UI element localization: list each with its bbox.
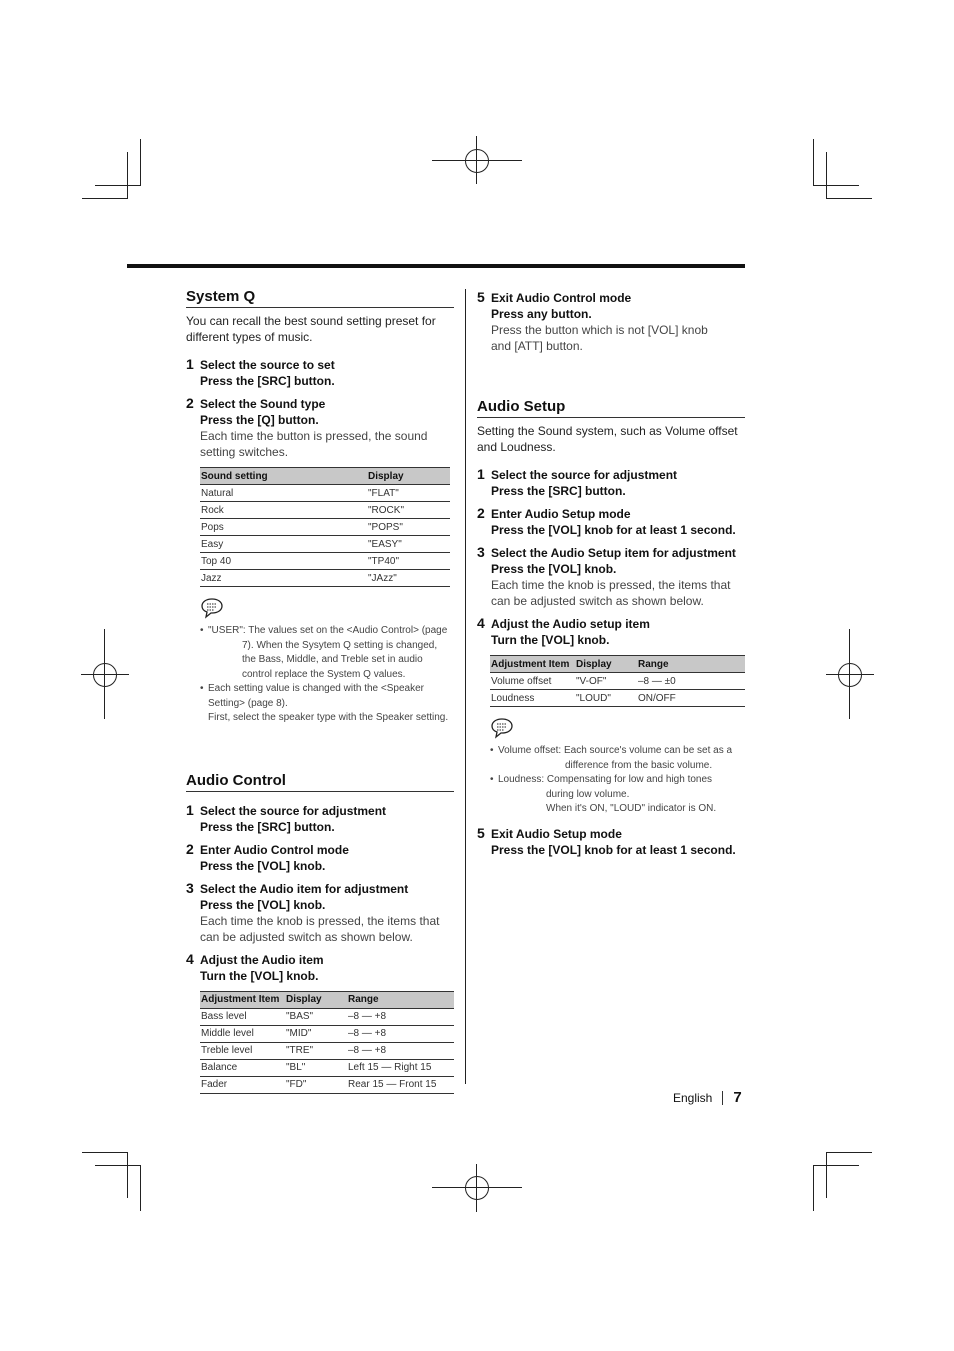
table-header: Sound setting: [200, 468, 367, 485]
table-row: Jazz "JAzz": [200, 570, 450, 587]
audio-setup-step-1: 1 Select the source for adjustment Press the [SRC] button.: [477, 467, 745, 499]
audio-control-step-2: 2 Enter Audio Control mode Press the [VOL] knob.: [186, 842, 454, 874]
audio-setup-notes: [490, 744, 745, 817]
step-description: Each time the knob is pressed, the items that can be adjusted switch as shown below.: [491, 578, 731, 608]
audio-control-step-5: 5 Exit Audio Control mode Press any button. Press the button which is not [VOL] knob and [ATT] button.: [477, 290, 745, 354]
step-title: Select the Audio item for adjustment: [200, 881, 409, 896]
system-q-step-1: 1 Select the source to set Press the [SRC] button.: [186, 357, 454, 389]
step-title: Adjust the Audio item: [200, 952, 324, 967]
table-header: Display: [285, 991, 347, 1008]
audio-control-step-4: 4 Adjust the Audio item Turn the [VOL] knob.: [186, 952, 454, 984]
section-title-system-q: System Q: [186, 288, 454, 308]
audio-setup-intro: Setting the Sound system, such as Volume offset and Loudness.: [477, 424, 738, 454]
page-footer: [673, 1089, 742, 1106]
table-row: Fader "FD" Rear 15 — Front 15: [200, 1076, 454, 1093]
audio-control-step-1: 1 Select the source for adjustment Press the [SRC] button.: [186, 803, 454, 835]
table-row: Loudness "LOUD" ON/OFF: [490, 690, 745, 707]
step-title: Select the source for adjustment: [200, 803, 387, 818]
step-action: Press the [SRC] button.: [491, 484, 626, 498]
step-title: Enter Audio Setup mode: [491, 507, 631, 521]
table-row: Rock "ROCK": [200, 502, 450, 519]
system-q-intro: You can recall the best sound setting preset for different types of music.: [186, 314, 436, 344]
table-header: Display: [367, 468, 450, 485]
step-description: Each time the knob is pressed, the items that can be adjusted switch as shown below.: [200, 913, 440, 944]
note-item: • Each setting value is changed with the <Speaker Setting> (page 8). First, select the speaker type with the Speaker setting.: [200, 683, 449, 723]
table-row: Bass level "BAS" –8 — +8: [200, 1008, 454, 1025]
step-title: Enter Audio Control mode: [200, 842, 349, 857]
table-row: Balance "BL" Left 15 — Right 15: [200, 1059, 454, 1076]
audio-setup-step-5: 5 Exit Audio Setup mode Press the [VOL] knob for at least 1 second.: [477, 826, 745, 858]
step-action: Press the [SRC] button.: [200, 819, 335, 834]
audio-setup-table: [490, 655, 745, 707]
step-action: Press the [VOL] knob for at least 1 second.: [491, 842, 736, 857]
table-row: Natural "FLAT": [200, 485, 450, 502]
table-row: Treble level "TRE" –8 — +8: [200, 1042, 454, 1059]
step-title: Select the Sound type: [200, 397, 326, 411]
section-title-audio-control: Audio Control: [186, 772, 454, 792]
sound-setting-table: [200, 467, 450, 587]
step-title: Adjust the Audio setup item: [491, 617, 650, 631]
audio-setup-step-3: 3 Select the Audio Setup item for adjustment Press the [VOL] knob. Each time the knob is pressed, the items that can be adjusted switch as shown below.: [477, 545, 745, 609]
step-title: Select the source to set: [200, 358, 335, 372]
step-action: Press the [SRC] button.: [200, 374, 335, 388]
step-title: Select the source for adjustment: [491, 468, 678, 482]
table-header: Adjustment Item: [490, 656, 575, 673]
step-action: Press the [VOL] knob.: [200, 858, 326, 873]
note-item: • "USER": The values set on the <Audio Control> (page 7). When the Sysytem Q setting is changed, the Bass, Middle, and Treble set in audio control replace the System Q values.: [200, 625, 448, 680]
step-action: Turn the [VOL] knob.: [200, 968, 319, 983]
audio-control-table: [200, 991, 454, 1094]
table-row: Easy "EASY": [200, 536, 450, 553]
column-divider: [465, 289, 466, 1084]
footer-separator: [722, 1091, 723, 1105]
note-item: • Volume offset: Each source's volume can be set as a difference from the basic volume.: [490, 745, 733, 771]
right-column: [477, 290, 745, 858]
left-column: [186, 288, 454, 1094]
step-action: Turn the [VOL] knob.: [491, 633, 610, 647]
step-description: Each time the button is pressed, the sound setting switches.: [200, 429, 428, 459]
table-row: Volume offset "V-OF" –8 — ±0: [490, 673, 745, 690]
step-title: Exit Audio Setup mode: [491, 826, 622, 841]
table-header: Display: [575, 656, 637, 673]
footer-language: English: [673, 1090, 713, 1105]
system-q-notes: [200, 624, 456, 726]
step-action: Press any button.: [491, 307, 592, 321]
step-action: Press the [VOL] knob.: [200, 897, 326, 912]
step-title: Select the Audio Setup item for adjustment: [491, 546, 736, 560]
header-rule: [127, 264, 745, 268]
table-header: Adjustment Item: [200, 991, 285, 1008]
audio-setup-step-4: 4 Adjust the Audio setup item Turn the [VOL] knob.: [477, 616, 745, 648]
page-number: 7: [733, 1089, 742, 1106]
section-title-audio-setup: Audio Setup: [477, 398, 745, 418]
table-row: Middle level "MID" –8 — +8: [200, 1025, 454, 1042]
note-speech-bubble-icon: [490, 717, 745, 744]
table-header: Range: [637, 656, 745, 673]
step-description: Press the button which is not [VOL] knob and [ATT] button.: [491, 323, 708, 353]
audio-setup-step-2: 2 Enter Audio Setup mode Press the [VOL] knob for at least 1 second.: [477, 506, 745, 538]
step-action: Press the [VOL] knob.: [491, 562, 617, 576]
table-header: Range: [347, 991, 454, 1008]
table-row: Pops "POPS": [200, 519, 450, 536]
note-speech-bubble-icon: [200, 597, 454, 624]
audio-control-step-3: 3 Select the Audio item for adjustment Press the [VOL] knob. Each time the knob is pressed, the items that can be adjusted switch as shown below.: [186, 881, 454, 945]
system-q-step-2: 2 Select the Sound type Press the [Q] button. Each time the button is pressed, the sound setting switches.: [186, 396, 454, 460]
step-title: Exit Audio Control mode: [491, 291, 632, 305]
step-action: Press the [VOL] knob for at least 1 second.: [491, 523, 736, 537]
step-action: Press the [Q] button.: [200, 413, 319, 427]
table-row: Top 40 "TP40": [200, 553, 450, 570]
note-item: • Loudness: Compensating for low and high tones during low volume. When it's ON, "LOUD" indicator is ON.: [490, 774, 717, 814]
